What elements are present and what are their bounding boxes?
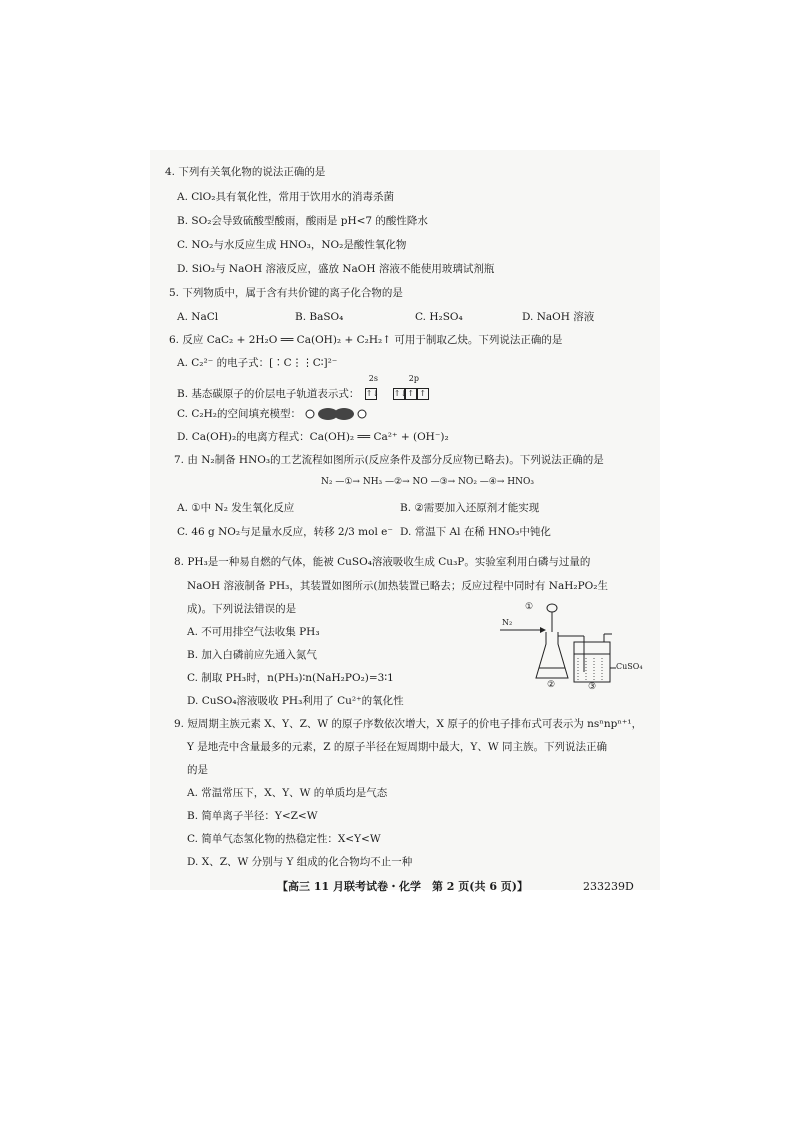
q8-stem-line3: 成)。下列说法错误的是 (187, 603, 297, 615)
q7-stem: 7. 由 N₂制备 HNO₃的工艺流程如图所示(反应条件及部分反应物已略去)。下列说法正确的是 (174, 454, 604, 466)
q8-option-c: C. 制取 PH₃时，n(PH₃)∶n(NaH₂PO₂)=3∶1 (187, 672, 394, 684)
q7-flow-diagram: N₂ —①→ NH₃ —②→ NO —③→ NO₂ —④→ HNO₃ (321, 477, 534, 487)
fig-n2-label: N₂ (502, 618, 513, 627)
orbital-2p-label: 2p (408, 374, 419, 383)
fig-label-2: ② (547, 680, 556, 690)
orbital-2p-box-3: ↑ (417, 388, 429, 400)
orbital-2p-box-2: ↑ (405, 388, 417, 400)
q6-option-b-text: B. 基态碳原子的价层电子轨道表示式： (177, 388, 360, 400)
q6-option-c-text: C. C₂H₂的空间填充模型： (177, 408, 301, 420)
q6-option-d: D. Ca(OH)₂的电离方程式：Ca(OH)₂ ══ Ca²⁺ + (OH⁻)₂ (177, 431, 449, 443)
q9-stem-line2: Y 是地壳中含量最多的元素，Z 的原子半径在短周期中最大，Y、W 同主族。下列说法正确 (187, 741, 607, 753)
q8-stem-line1: 8. PH₃是一种易自燃的气体，能被 CuSO₄溶液吸收生成 Cu₃P。实验室利用白磷与过量的 (174, 556, 591, 568)
apparatus-figure (500, 602, 643, 692)
q9-option-b: B. 简单离子半径：Y<Z<W (187, 810, 318, 822)
q9-option-d: D. X、Z、W 分别与 Y 组成的化合物均不止一种 (187, 856, 413, 868)
orbital-2s-box: ↑↓ (365, 389, 380, 398)
exam-code: 233239D (583, 880, 634, 893)
q6-stem: 6. 反应 CaC₂ + 2H₂O ══ Ca(OH)₂ + C₂H₂↑ 可用于制取乙炔。下列说法正确的是 (169, 334, 563, 346)
q8-option-b: B. 加入白磷前应先通入氮气 (187, 649, 317, 661)
q7-option-a: A. ①中 N₂ 发生氧化反应 (177, 502, 295, 514)
q6-option-c (177, 408, 368, 421)
fig-label-1: ① (525, 602, 534, 612)
q5-option-d: D. NaOH 溶液 (522, 311, 595, 323)
q8-option-a: A. 不可用排空气法收集 PH₃ (187, 626, 320, 638)
q9-option-a: A. 常温常压下，X、Y、W 的单质均是气态 (187, 787, 388, 799)
q6-option-b (177, 374, 443, 401)
page-footer: 【高三 11 月联考试卷・化学 第 2 页(共 6 页)】 (277, 880, 529, 893)
q5-option-c: C. H₂SO₄ (415, 311, 463, 323)
orbital-2p-box-1: ↑↓ (393, 389, 408, 398)
q8-option-d: D. CuSO₄溶液吸收 PH₃利用了 Cu²⁺的氧化性 (187, 695, 404, 707)
q9-stem-line3: 的是 (187, 764, 208, 776)
orbital-2s-label: 2s (368, 374, 378, 383)
q5-option-a: A. NaCl (177, 311, 219, 323)
fig-cuso4-label: CuSO₄ (616, 662, 643, 671)
q5-option-b: B. BaSO₄ (295, 311, 344, 323)
q4-option-b: B. SO₂会导致硫酸型酸雨，酸雨是 pH<7 的酸性降水 (177, 215, 428, 227)
q4-option-d: D. SiO₂与 NaOH 溶液反应，盛放 NaOH 溶液不能使用玻璃试剂瓶 (177, 263, 495, 275)
q8-stem-line2: NaOH 溶液制备 PH₃，其装置如图所示(加热装置已略去；反应过程中同时有 NaH₂PO₂生 (187, 580, 608, 592)
q4-stem: 4. 下列有关氧化物的说法正确的是 (165, 166, 326, 178)
q7-option-b: B. ②需要加入还原剂才能实现 (400, 502, 540, 514)
fig-label-3: ③ (588, 682, 597, 692)
q6-option-a: A. C₂²⁻ 的电子式：[∶C⋮⋮C∶]²⁻ (177, 357, 338, 369)
q5-stem: 5. 下列物质中，属于含有共价键的离子化合物的是 (169, 287, 403, 299)
q9-stem-line1: 9. 短周期主族元素 X、Y、Z、W 的原子序数依次增大，X 原子的价电子排布式可表示为 nsⁿnpⁿ⁺¹， (174, 718, 643, 730)
acetylene-space-filling-model (304, 408, 368, 420)
q9-option-c: C. 简单气态氢化物的热稳定性：X<Y<W (187, 833, 381, 845)
orbital-diagram (363, 374, 443, 400)
q7-option-c: C. 46 g NO₂与足量水反应，转移 2/3 mol e⁻ (177, 526, 393, 538)
apparatus-drawing (500, 602, 640, 692)
q4-option-a: A. ClO₂具有氧化性，常用于饮用水的消毒杀菌 (177, 191, 394, 203)
q7-option-d: D. 常温下 Al 在稀 HNO₃中钝化 (400, 526, 551, 538)
q4-option-c: C. NO₂与水反应生成 HNO₃，NO₂是酸性氧化物 (177, 239, 407, 251)
scanned-page-area (150, 150, 660, 890)
